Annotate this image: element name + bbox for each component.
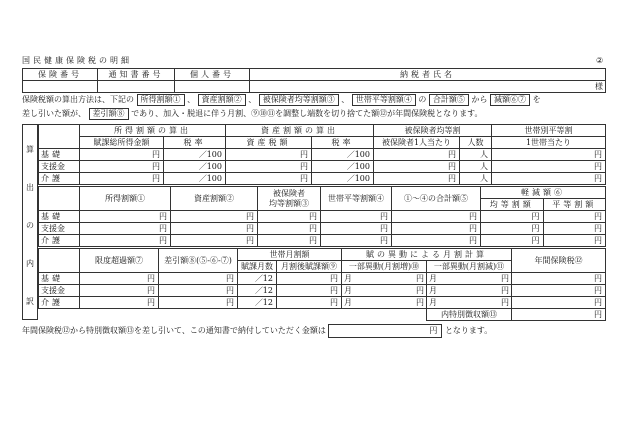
yen-cell: 円 <box>258 235 321 247</box>
rate-cell: ／100 <box>312 161 374 173</box>
sec3-limit-header: 限度超過額⑦ <box>80 249 159 273</box>
sec2-income-header: 所得割額① <box>80 187 171 211</box>
sec1-equal-header: 被保険者均等割 <box>374 125 492 137</box>
months-cell: ／12 <box>238 297 277 309</box>
sec2-reduction-household-header: 平等割額 <box>543 199 606 211</box>
intro-box-asset: 資産割額② <box>198 94 246 106</box>
sec2-reduction-header: 軽減額⑥ <box>481 187 606 199</box>
sec2-total-header: ①～④の合計額⑤ <box>392 187 481 211</box>
increase-cell <box>342 273 427 285</box>
yen-cell: 円 <box>80 149 164 161</box>
header-cell <box>98 81 175 93</box>
table-row <box>39 223 606 235</box>
table-row <box>39 309 606 321</box>
sec3-increase-header: 一部異動(月割増)⑩ <box>342 261 427 273</box>
yen-cell: 円 <box>80 161 164 173</box>
yen-cell: 円 <box>226 161 312 173</box>
footer-text: となります。 <box>444 326 493 335</box>
person-cell: 人 <box>460 161 492 173</box>
intro-text: 、 <box>341 95 350 104</box>
sec3-monthly-amount-header: 月割後賦課額⑨ <box>277 261 342 273</box>
yen-cell: 円 <box>481 235 544 247</box>
sec1-household-per-header: 1世帯当たり <box>492 137 606 149</box>
sec1-asset-header: 資産割額の算出 <box>226 125 374 137</box>
row-label: 基礎 <box>39 211 80 223</box>
yen-cell: 円 <box>80 223 171 235</box>
yen-cell: 円 <box>277 285 342 297</box>
intro-box-difference: 差引額⑧ <box>89 108 129 120</box>
yen-cell: 円 <box>481 223 544 235</box>
header-taxpayer-name: 納税者氏名 <box>250 69 606 81</box>
section2-table <box>38 186 606 247</box>
yen-cell: 円 <box>374 149 460 161</box>
intro-box-income: 所得割額① <box>137 94 185 106</box>
side-label-column <box>22 124 38 320</box>
yen-cell: 円 <box>543 223 606 235</box>
row-label: 支援金 <box>39 161 80 173</box>
sec3-special-collection-header: 内特別徴収額⑬ <box>427 309 512 321</box>
yen-cell: 円 <box>512 273 606 285</box>
yen-cell: 円 <box>80 235 171 247</box>
sec2-household-header: 世帯平等割額④ <box>321 187 392 211</box>
yen-cell: 円 <box>321 223 392 235</box>
sec1-income-header: 所得割額の算出 <box>80 125 226 137</box>
row-label: 基礎 <box>39 149 80 161</box>
yen-cell: 円 <box>80 273 159 285</box>
yen-cell: 円 <box>80 285 159 297</box>
intro-box-total: 合計額⑤ <box>429 94 469 106</box>
yen-cell: 円 <box>492 149 606 161</box>
sec1-asset-rate-header: 税率 <box>312 137 374 149</box>
yen-cell: 円 <box>80 211 171 223</box>
intro-text: の <box>418 95 427 104</box>
intro-line-2 <box>22 108 482 120</box>
yen-cell: 円 <box>492 161 606 173</box>
yen-cell: 円 <box>374 161 460 173</box>
yen-unit: 円 <box>416 297 424 307</box>
intro-text: 、 <box>248 95 257 104</box>
sec2-equal-header-line2: 均等割額③ <box>269 198 309 208</box>
yen-unit: 円 <box>429 326 438 335</box>
sec1-income-rate-header: 税率 <box>164 137 226 149</box>
row-label: 介護 <box>39 235 80 247</box>
rate-cell: ／100 <box>164 161 226 173</box>
increase-cell <box>342 285 427 297</box>
month-unit: 月 <box>429 285 437 295</box>
sec2-equal-header <box>258 187 321 211</box>
yen-cell: 円 <box>277 273 342 285</box>
footer-line <box>22 324 492 338</box>
corner-cell <box>39 249 80 273</box>
yen-cell: 円 <box>277 297 342 309</box>
month-unit: 月 <box>344 285 352 295</box>
person-cell: 人 <box>460 173 492 185</box>
yen-cell: 円 <box>512 297 606 309</box>
table-row <box>39 297 606 309</box>
yen-unit: 円 <box>416 285 424 295</box>
sec1-equal-count-header: 人数 <box>460 137 492 149</box>
sec1-asset-base-header: 資産税額 <box>226 137 312 149</box>
side-label: の <box>26 221 34 230</box>
header-cell <box>23 81 98 93</box>
months-cell: ／12 <box>238 285 277 297</box>
table-row <box>39 211 606 223</box>
yen-cell: 円 <box>512 285 606 297</box>
page-mark: ② <box>596 56 604 65</box>
yen-cell: 円 <box>321 211 392 223</box>
intro-text: を <box>532 95 541 104</box>
yen-cell: 円 <box>392 223 481 235</box>
rate-cell: ／100 <box>312 149 374 161</box>
decrease-cell <box>427 273 512 285</box>
month-unit: 月 <box>344 273 352 283</box>
intro-text: 差し引いた額が、 <box>22 109 86 118</box>
yen-cell: 円 <box>159 285 238 297</box>
yen-cell: 円 <box>226 173 312 185</box>
table-row <box>39 273 606 285</box>
footer-text: 年間保険税⑫から特別徴収額⑬を差し引いて、この通知書で納付していただく金額は <box>22 326 326 335</box>
table-row <box>39 161 606 173</box>
sec2-equal-header-line1: 被保険者 <box>273 188 305 198</box>
row-label: 介護 <box>39 173 80 185</box>
intro-box-household: 世帯平等割額④ <box>352 94 416 106</box>
increase-cell <box>342 297 427 309</box>
month-unit: 月 <box>344 297 352 307</box>
intro-text: から <box>471 95 488 104</box>
side-label: 訳 <box>26 297 34 306</box>
yen-unit: 円 <box>501 273 509 283</box>
table-row <box>39 235 606 247</box>
side-label: 算 <box>26 145 34 154</box>
sec1-equal-per-header: 被保険者1人当たり <box>374 137 460 149</box>
table-row <box>39 149 606 161</box>
section3-table <box>38 248 606 321</box>
yen-cell: 円 <box>543 235 606 247</box>
yen-cell: 円 <box>159 273 238 285</box>
sec3-change-header: 賦の異動による月割計算 <box>342 249 512 261</box>
corner-cell <box>39 125 80 149</box>
header-suffix: 様 <box>250 81 606 93</box>
row-label: 支援金 <box>39 285 80 297</box>
yen-cell: 円 <box>226 149 312 161</box>
yen-unit: 円 <box>416 273 424 283</box>
intro-text: であり、加入・脱退に伴う月割、⑨⑩⑪を調整し端数を切り捨てた額⑫が年間保険税となります。 <box>131 109 483 118</box>
yen-cell: 円 <box>392 235 481 247</box>
header-cell <box>175 81 250 93</box>
yen-cell: 円 <box>171 211 258 223</box>
row-label: 介護 <box>39 297 80 309</box>
yen-cell: 円 <box>374 173 460 185</box>
yen-cell: 円 <box>512 309 606 321</box>
sec3-difference-header: 差引額⑧(⑤-⑥-⑦) <box>159 249 238 273</box>
payment-amount-box <box>328 324 442 338</box>
header-table <box>22 68 606 93</box>
yen-cell: 円 <box>543 211 606 223</box>
row-label: 支援金 <box>39 223 80 235</box>
yen-unit: 円 <box>501 285 509 295</box>
sec2-asset-header: 資産割額② <box>171 187 258 211</box>
month-unit: 月 <box>429 273 437 283</box>
yen-unit: 円 <box>501 297 509 307</box>
yen-cell: 円 <box>80 173 164 185</box>
yen-cell: 円 <box>492 173 606 185</box>
corner-cell <box>39 187 80 211</box>
intro-text: 、 <box>187 95 196 104</box>
document-title: 国民健康保険税の明細 <box>22 56 132 65</box>
sec1-income-base-header: 賦課総所得金額 <box>80 137 164 149</box>
sec2-reduction-equal-header: 均等割額 <box>481 199 544 211</box>
yen-cell: 円 <box>80 297 159 309</box>
rate-cell: ／100 <box>312 173 374 185</box>
header-personal-number: 個人番号 <box>175 69 250 81</box>
sec3-months-header: 賦課月数 <box>238 261 277 273</box>
intro-box-reduction: 減額⑥⑦ <box>490 94 530 106</box>
yen-cell: 円 <box>481 211 544 223</box>
sec3-annual-header: 年間保険税⑫ <box>512 249 606 273</box>
months-cell: ／12 <box>238 273 277 285</box>
sec3-decrease-header: 一部異動(月割減)⑪ <box>427 261 512 273</box>
yen-cell: 円 <box>258 223 321 235</box>
yen-cell: 円 <box>159 297 238 309</box>
month-unit: 月 <box>429 297 437 307</box>
table-row <box>39 285 606 297</box>
intro-text: 保険税額の算出方法は、下記の <box>22 95 134 104</box>
rate-cell: ／100 <box>164 173 226 185</box>
side-label: 内 <box>26 259 34 268</box>
header-insurance-number: 保険番号 <box>23 69 98 81</box>
yen-cell: 円 <box>321 235 392 247</box>
rate-cell: ／100 <box>164 149 226 161</box>
yen-cell: 円 <box>171 223 258 235</box>
sec3-monthly-header: 世帯月割額 <box>238 249 342 261</box>
intro-box-equal: 被保険者均等割額③ <box>259 94 339 106</box>
yen-cell: 円 <box>258 211 321 223</box>
header-notice-number: 通知書番号 <box>98 69 175 81</box>
yen-cell: 円 <box>171 235 258 247</box>
side-label: 出 <box>26 183 34 192</box>
decrease-cell <box>427 285 512 297</box>
spacer-cell <box>39 309 427 321</box>
table-row <box>39 173 606 185</box>
person-cell: 人 <box>460 149 492 161</box>
intro-line-1 <box>22 94 541 106</box>
row-label: 基礎 <box>39 273 80 285</box>
section1-table <box>38 124 606 185</box>
yen-cell: 円 <box>392 211 481 223</box>
sec1-household-header: 世帯別平等割 <box>492 125 606 137</box>
decrease-cell <box>427 297 512 309</box>
